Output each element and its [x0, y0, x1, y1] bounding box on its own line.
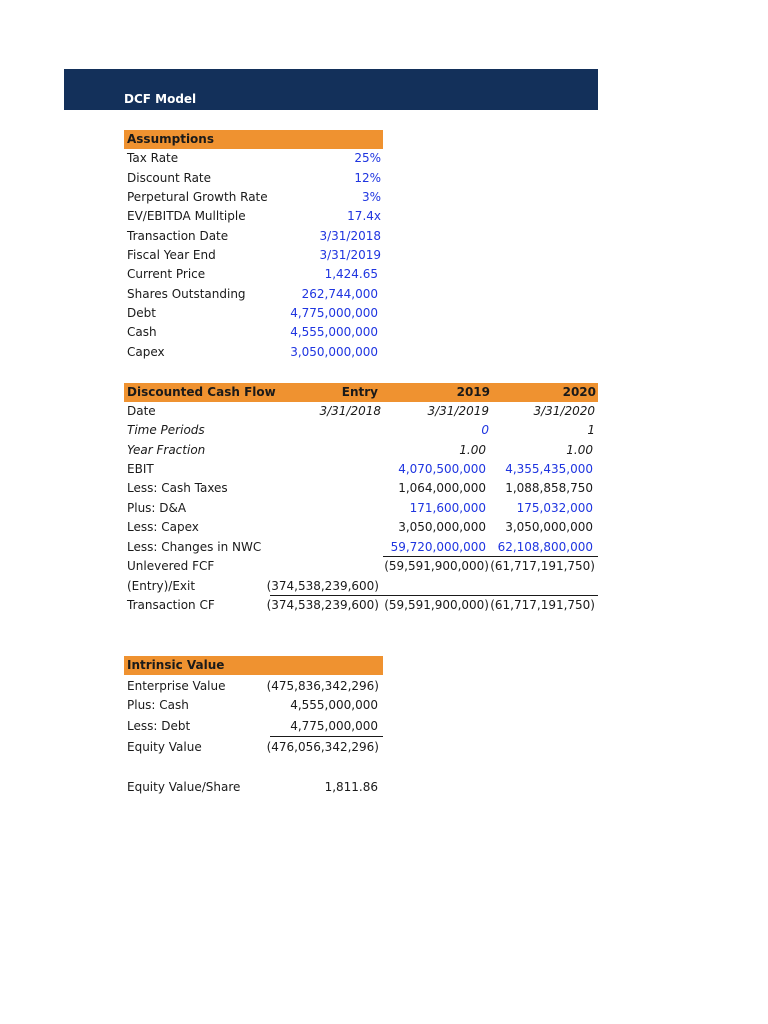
row-label: Less: Debt: [127, 719, 191, 733]
col-entry-header: Entry: [341, 385, 378, 399]
row-label: Less: Changes in NWC: [127, 540, 262, 554]
row-label: Time Periods: [127, 423, 205, 437]
cell-fiscal-year-end[interactable]: 3/31/2019: [319, 248, 381, 262]
cell-date-entry[interactable]: 3/31/2018: [319, 404, 381, 418]
row-label: Transaction Date: [127, 229, 229, 243]
cell-less-debt[interactable]: 4,775,000,000: [290, 719, 378, 733]
row-label: Capex: [127, 345, 165, 359]
cell-nwc-2019[interactable]: 59,720,000,000: [390, 540, 486, 554]
row-label: Fiscal Year End: [127, 248, 216, 262]
cell-tcf-2020[interactable]: (61,717,191,750): [490, 598, 595, 612]
cell-capex[interactable]: 3,050,000,000: [290, 345, 378, 359]
cell-current-price[interactable]: 1,424.65: [324, 267, 378, 281]
cell-date-2020[interactable]: 3/31/2020: [533, 404, 595, 418]
assumptions-header: [124, 130, 383, 149]
cell-discount-rate[interactable]: 12%: [354, 171, 381, 185]
intrinsic-header-label: Intrinsic Value: [127, 658, 225, 672]
row-label: EBIT: [127, 462, 154, 476]
cell-debt[interactable]: 4,775,000,000: [290, 306, 378, 320]
cell-taxes-2019[interactable]: 1,064,000,000: [398, 481, 486, 495]
intrinsic-header: [124, 656, 383, 675]
row-label: Cash: [127, 325, 157, 339]
cell-date-2019[interactable]: 3/31/2019: [427, 404, 489, 418]
row-label: Plus: Cash: [127, 698, 189, 712]
cell-capex-2020[interactable]: 3,050,000,000: [505, 520, 593, 534]
cell-cash[interactable]: 4,555,000,000: [290, 325, 378, 339]
row-label: Plus: D&A: [127, 501, 187, 515]
row-label: Current Price: [127, 267, 206, 281]
row-label: Transaction CF: [127, 598, 215, 612]
cell-plus-cash[interactable]: 4,555,000,000: [290, 698, 378, 712]
row-label: Perpetural Growth Rate: [127, 190, 268, 204]
col-2020-header: 2020: [562, 385, 596, 399]
cell-fcf-2019[interactable]: (59,591,900,000): [384, 559, 489, 573]
row-label: (Entry)/Exit: [127, 579, 196, 593]
equity-rule: [270, 736, 383, 737]
cell-fcf-2020[interactable]: (61,717,191,750): [490, 559, 595, 573]
cell-periods-2020[interactable]: 1: [587, 423, 595, 437]
row-label: Date: [127, 404, 156, 418]
dcf-header-label: Discounted Cash Flow: [127, 385, 276, 399]
row-label: Discount Rate: [127, 171, 212, 185]
assumptions-header-label: Assumptions: [127, 132, 214, 146]
cell-equity-value[interactable]: (476,056,342,296): [266, 740, 379, 754]
row-label: Less: Cash Taxes: [127, 481, 228, 495]
cell-enterprise-value[interactable]: (475,836,342,296): [266, 679, 379, 693]
cell-tax-rate[interactable]: 25%: [354, 151, 381, 165]
row-label: Equity Value: [127, 740, 202, 754]
cell-da-2020[interactable]: 175,032,000: [516, 501, 593, 515]
cell-ebit-2019[interactable]: 4,070,500,000: [398, 462, 486, 476]
cell-capex-2019[interactable]: 3,050,000,000: [398, 520, 486, 534]
cell-nwc-2020[interactable]: 62,108,800,000: [497, 540, 593, 554]
row-label: EV/EBITDA Mulltiple: [127, 209, 246, 223]
cell-transaction-date[interactable]: 3/31/2018: [319, 229, 381, 243]
row-label: Debt: [127, 306, 156, 320]
dcf-header: [124, 383, 598, 402]
cell-equity-per-share[interactable]: 1,811.86: [324, 780, 378, 794]
cell-da-2019[interactable]: 171,600,000: [409, 501, 486, 515]
row-label: Equity Value/Share: [127, 780, 241, 794]
cell-fraction-2020[interactable]: 1.00: [566, 443, 593, 457]
row-label: Less: Capex: [127, 520, 199, 534]
row-label: Year Fraction: [127, 443, 206, 457]
title-banner: [64, 69, 598, 110]
cell-fraction-2019[interactable]: 1.00: [459, 443, 486, 457]
cell-ebit-2020[interactable]: 4,355,435,000: [505, 462, 593, 476]
cell-entry-exit-entry[interactable]: (374,538,239,600): [266, 579, 379, 593]
page-title: DCF Model: [124, 92, 197, 106]
col-2019-header: 2019: [456, 385, 490, 399]
cell-tcf-entry[interactable]: (374,538,239,600): [266, 598, 379, 612]
cell-tcf-2019[interactable]: (59,591,900,000): [384, 598, 489, 612]
cell-shares[interactable]: 262,744,000: [301, 287, 378, 301]
cell-growth-rate[interactable]: 3%: [361, 190, 381, 204]
cell-periods-2019[interactable]: 0: [481, 423, 489, 437]
row-label: Enterprise Value: [127, 679, 226, 693]
cell-taxes-2020[interactable]: 1,088,858,750: [505, 481, 593, 495]
cell-ev-ebitda[interactable]: 17.4x: [347, 209, 381, 223]
row-label: Tax Rate: [127, 151, 179, 165]
row-label: Unlevered FCF: [127, 559, 215, 573]
row-label: Shares Outstanding: [127, 287, 246, 301]
